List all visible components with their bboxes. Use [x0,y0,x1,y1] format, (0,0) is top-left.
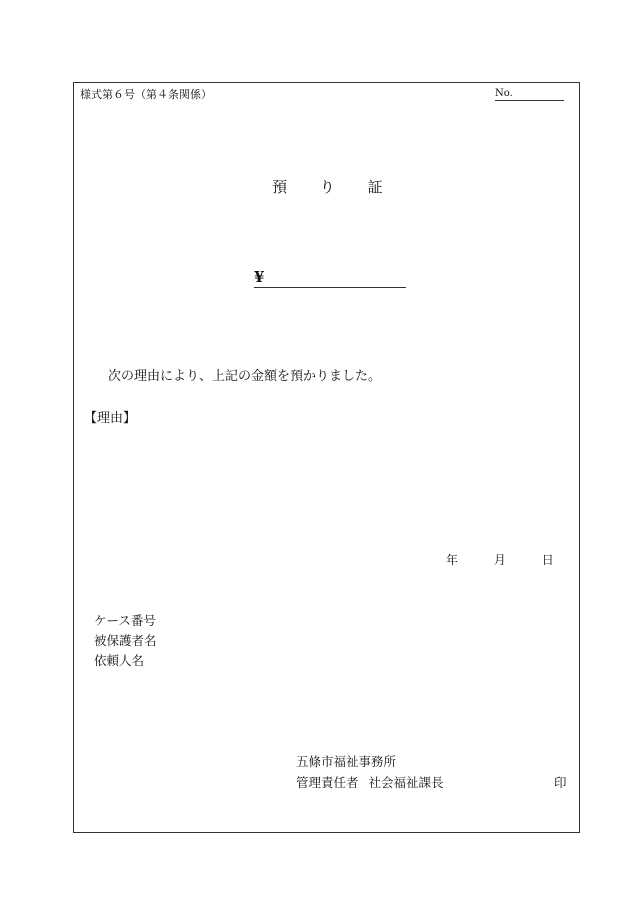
day-label: 日 [541,553,554,567]
year-label: 年 [446,553,459,567]
requester-name-label: 依頼人名 [94,653,145,668]
manager-role: 社会福祉課長 [368,775,444,790]
manager-title: 管理責任者 [296,775,359,790]
date-field [446,554,554,566]
number-label: No. [495,88,513,99]
amount-label: ¥ [254,268,265,286]
form-code: 様式第６号（第４条関係） [80,88,212,101]
month-label: 月 [493,553,506,567]
number-field [495,89,564,101]
title-char-2: り [319,178,335,196]
issuer-manager [296,777,444,790]
title-char-3: 証 [367,178,383,196]
amount-field [254,270,406,288]
document-title [272,180,383,195]
issuer-office: 五條市福祉事務所 [296,754,397,769]
document-frame [73,82,580,833]
field-labels [94,615,157,675]
seal-label: 印 [554,775,567,790]
recipient-name-label: 被保護者名 [94,633,157,648]
title-char-1: 預 [272,178,288,196]
statement-text: 次の理由により、上記の金額を預かりました。 [108,369,382,384]
reason-heading: 【理由】 [84,411,137,426]
case-number-label: ケース番号 [94,613,156,628]
